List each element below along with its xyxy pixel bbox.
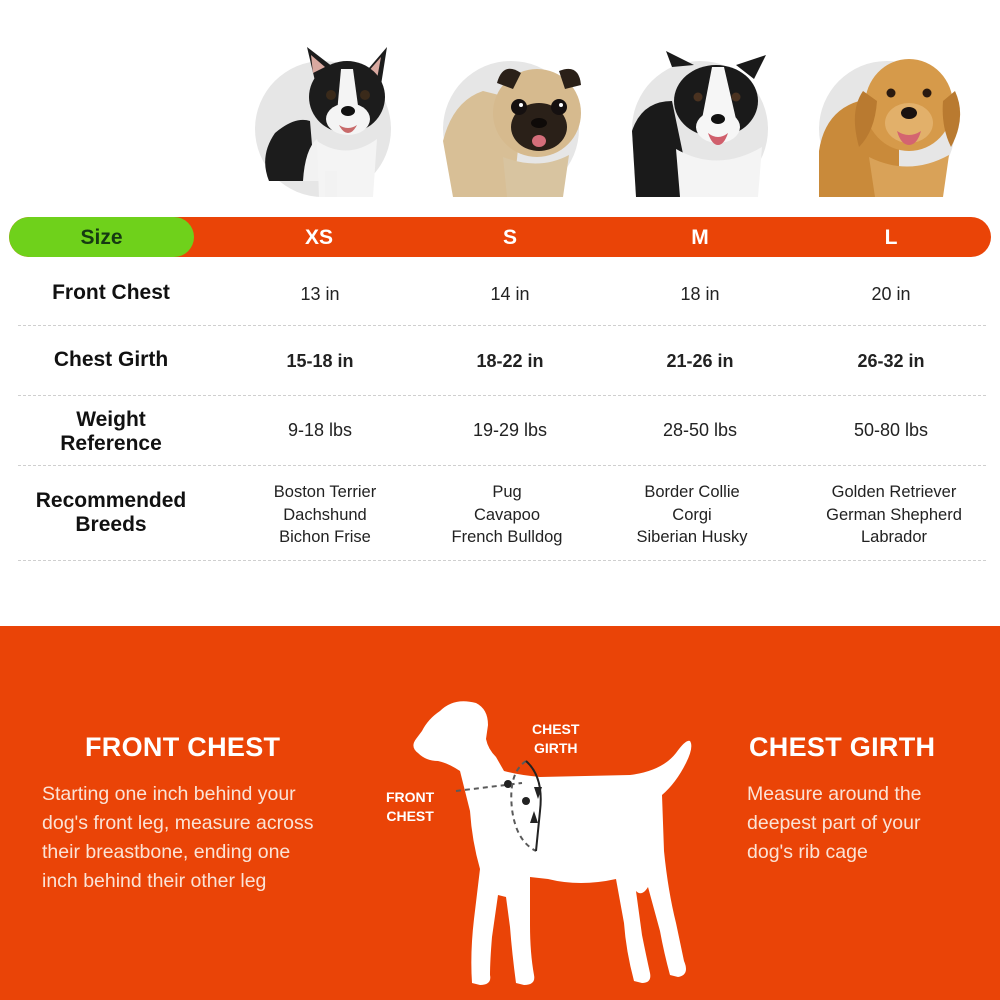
- chest-girth-title: CHEST GIRTH: [749, 732, 936, 762]
- boston-terrier-photo: [255, 61, 391, 197]
- cell-breeds-xs: [230, 481, 420, 549]
- size-header-bar: [9, 217, 991, 257]
- breed-name: German Shepherd: [826, 505, 962, 524]
- row-header-line: Recommended: [35, 489, 187, 512]
- size-label: Size: [9, 217, 194, 257]
- cell-weight-l: 50-80 lbs: [853, 420, 929, 440]
- pug-photo: [443, 61, 579, 197]
- front-chest-description: [42, 780, 313, 896]
- row-header-weight-reference: [18, 408, 204, 456]
- breed-name: French Bulldog: [451, 528, 563, 546]
- cell-front-chest-s: 14 in: [490, 284, 530, 304]
- cell-chest-girth-l: 26-32 in: [857, 351, 925, 371]
- size-m: M: [691, 226, 709, 249]
- breed-name: Dachshund: [283, 505, 367, 524]
- chest-girth-line: dog's rib cage: [747, 841, 868, 863]
- row-header-recommended-breeds: [18, 489, 204, 537]
- front-chest-line: dog's front leg, measure across: [42, 812, 314, 834]
- cell-chest-girth-m: 21-26 in: [666, 351, 734, 371]
- cell-chest-girth-s: 18-22 in: [476, 351, 544, 371]
- size-l: L: [884, 226, 898, 249]
- breed-name: Golden Retriever: [831, 483, 957, 501]
- breed-name: Bichon Frise: [279, 528, 371, 546]
- measure-point: [522, 797, 530, 805]
- front-chest-line: their breastbone, ending one: [42, 841, 291, 863]
- front-chest-line: Starting one inch behind your: [42, 783, 296, 805]
- size-s: S: [502, 226, 517, 249]
- breed-name: Border Collie: [644, 483, 740, 501]
- front-chest-line: inch behind their other leg: [42, 870, 267, 892]
- breed-name: Corgi: [672, 505, 712, 524]
- cell-breeds-s: [412, 481, 602, 549]
- chest-girth-diagram-label: [532, 720, 579, 758]
- diagram-label-line: CHEST: [386, 808, 434, 824]
- table-row-recommended-breeds: [18, 466, 986, 561]
- diagram-label-line: GIRTH: [533, 740, 578, 756]
- cell-front-chest-xs: 13 in: [300, 284, 340, 304]
- chest-girth-line: deepest part of your: [747, 812, 921, 834]
- chest-girth-description: [747, 780, 922, 867]
- row-header-front-chest: Front Chest: [52, 281, 170, 304]
- front-chest-title: FRONT CHEST: [85, 732, 281, 762]
- breed-name: Boston Terrier: [273, 483, 377, 501]
- dog-photos-row: [0, 0, 1000, 215]
- cell-chest-girth-xs: 15-18 in: [286, 351, 354, 371]
- diagram-label-line: FRONT: [386, 789, 435, 805]
- breed-name: Labrador: [860, 528, 928, 546]
- chest-girth-line: Measure around the: [747, 783, 922, 805]
- measure-point: [504, 780, 512, 788]
- table-row-weight-reference: [18, 396, 986, 466]
- border-collie-photo: [632, 61, 768, 197]
- golden-retriever-photo: [819, 61, 955, 197]
- cell-front-chest-l: 20 in: [871, 284, 911, 304]
- table-row-front-chest: [18, 257, 986, 326]
- cell-weight-xs: 9-18 lbs: [287, 420, 353, 440]
- cell-weight-s: 19-29 lbs: [472, 420, 548, 440]
- cell-breeds-l: [799, 481, 989, 549]
- diagram-label-line: CHEST: [532, 721, 580, 737]
- cell-front-chest-m: 18 in: [680, 284, 720, 304]
- breed-name: Siberian Husky: [636, 528, 748, 546]
- row-header-chest-girth: Chest Girth: [53, 348, 169, 371]
- front-chest-diagram-label: [386, 788, 434, 826]
- breed-name: Cavapoo: [473, 505, 541, 524]
- size-xs: XS: [304, 226, 333, 249]
- row-header-line: Breeds: [75, 513, 147, 536]
- measuring-guide: [0, 626, 1000, 1000]
- cell-weight-m: 28-50 lbs: [662, 420, 738, 440]
- table-row-chest-girth: [18, 326, 986, 396]
- cell-breeds-m: [597, 481, 787, 549]
- breed-name: Pug: [492, 483, 522, 501]
- row-header-line: Reference: [60, 432, 162, 455]
- row-header-line: Weight: [76, 408, 146, 431]
